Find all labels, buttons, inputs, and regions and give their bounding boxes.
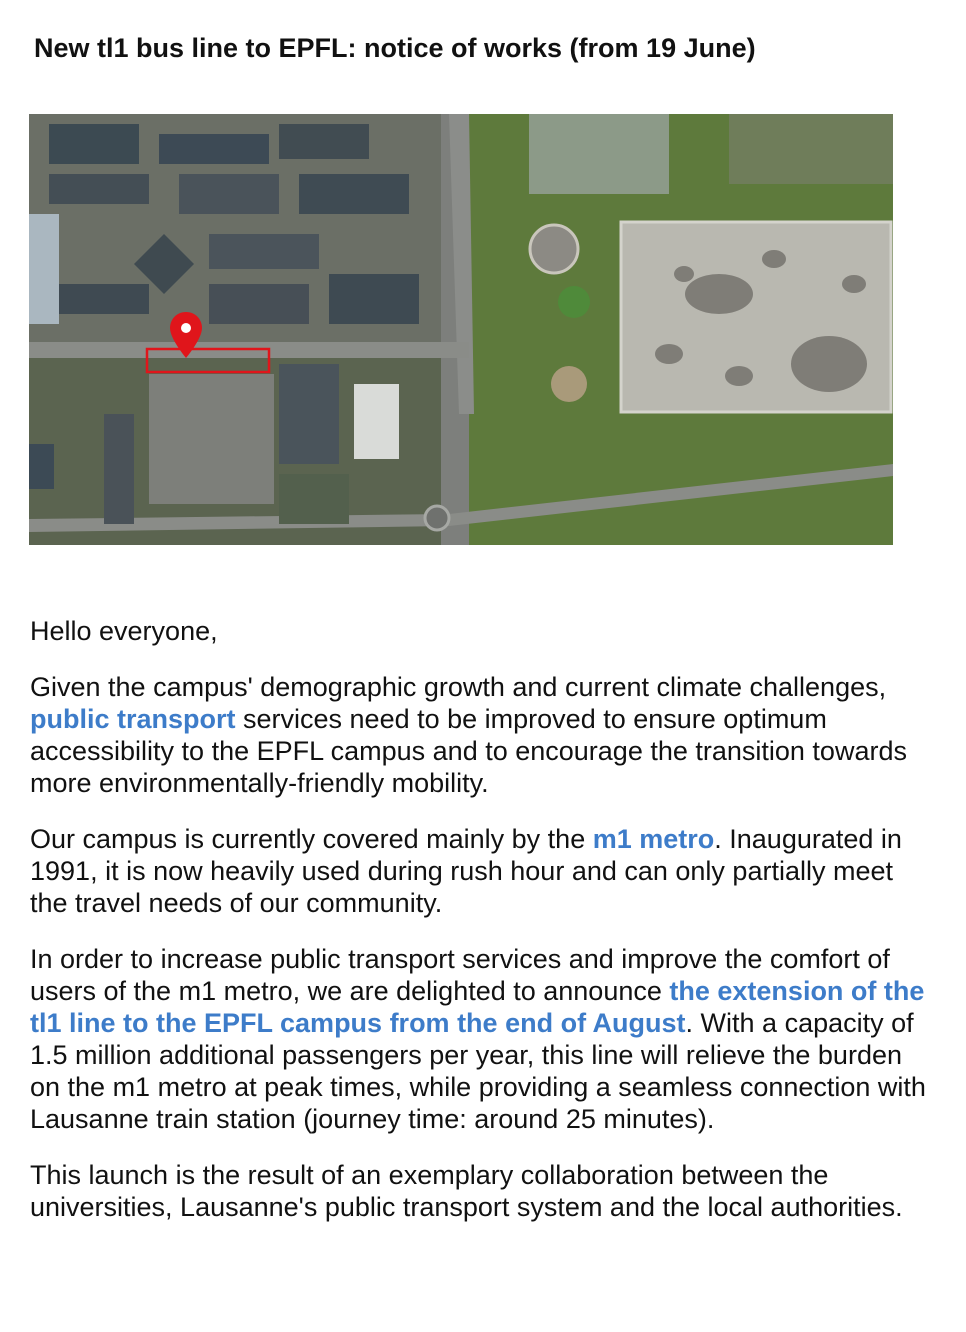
paragraph-1: Given the campus' demographic growth and current climate challenges, public transport services need to be improved to ensure optimum accessibility to the EPFL campus and to encourage the transition towards more environmentally-friendly mobility. [30, 672, 907, 798]
link-m1-metro[interactable]: m1 metro [592, 824, 715, 854]
paragraph-4: This launch is the result of an exemplary collaboration between the universities, Lausanne's public transport system and the local authorities. [30, 1160, 903, 1222]
paragraph-3: In order to increase public transport services and improve the comfort of users of the m1 metro, we are delighted to announce the extension of the tl1 line to the EPFL campus from the end of August. With a capacity of 1.5 million additional passengers per year, this line will relieve the burden on the m1 metro at peak times, while providing a seamless connection with Lausanne train station (journey time: around 25 minutes). [30, 944, 926, 1134]
page-title: New tl1 bus line to EPFL: notice of works (from 19 June) [34, 33, 756, 63]
article-body [30, 615, 930, 1247]
paragraph-2: Our campus is currently covered mainly by the m1 metro. Inaugurated in 1991, it is now heavily used during rush hour and can only partially meet the travel needs of our community. [30, 824, 902, 918]
link-public-transport[interactable]: public transport [30, 704, 236, 734]
aerial-map-image [29, 114, 893, 545]
greeting: Hello everyone, [30, 616, 218, 646]
link-tl1-extension[interactable]: the extension of the tl1 line to the EPFL campus from the end of August [30, 976, 925, 1038]
